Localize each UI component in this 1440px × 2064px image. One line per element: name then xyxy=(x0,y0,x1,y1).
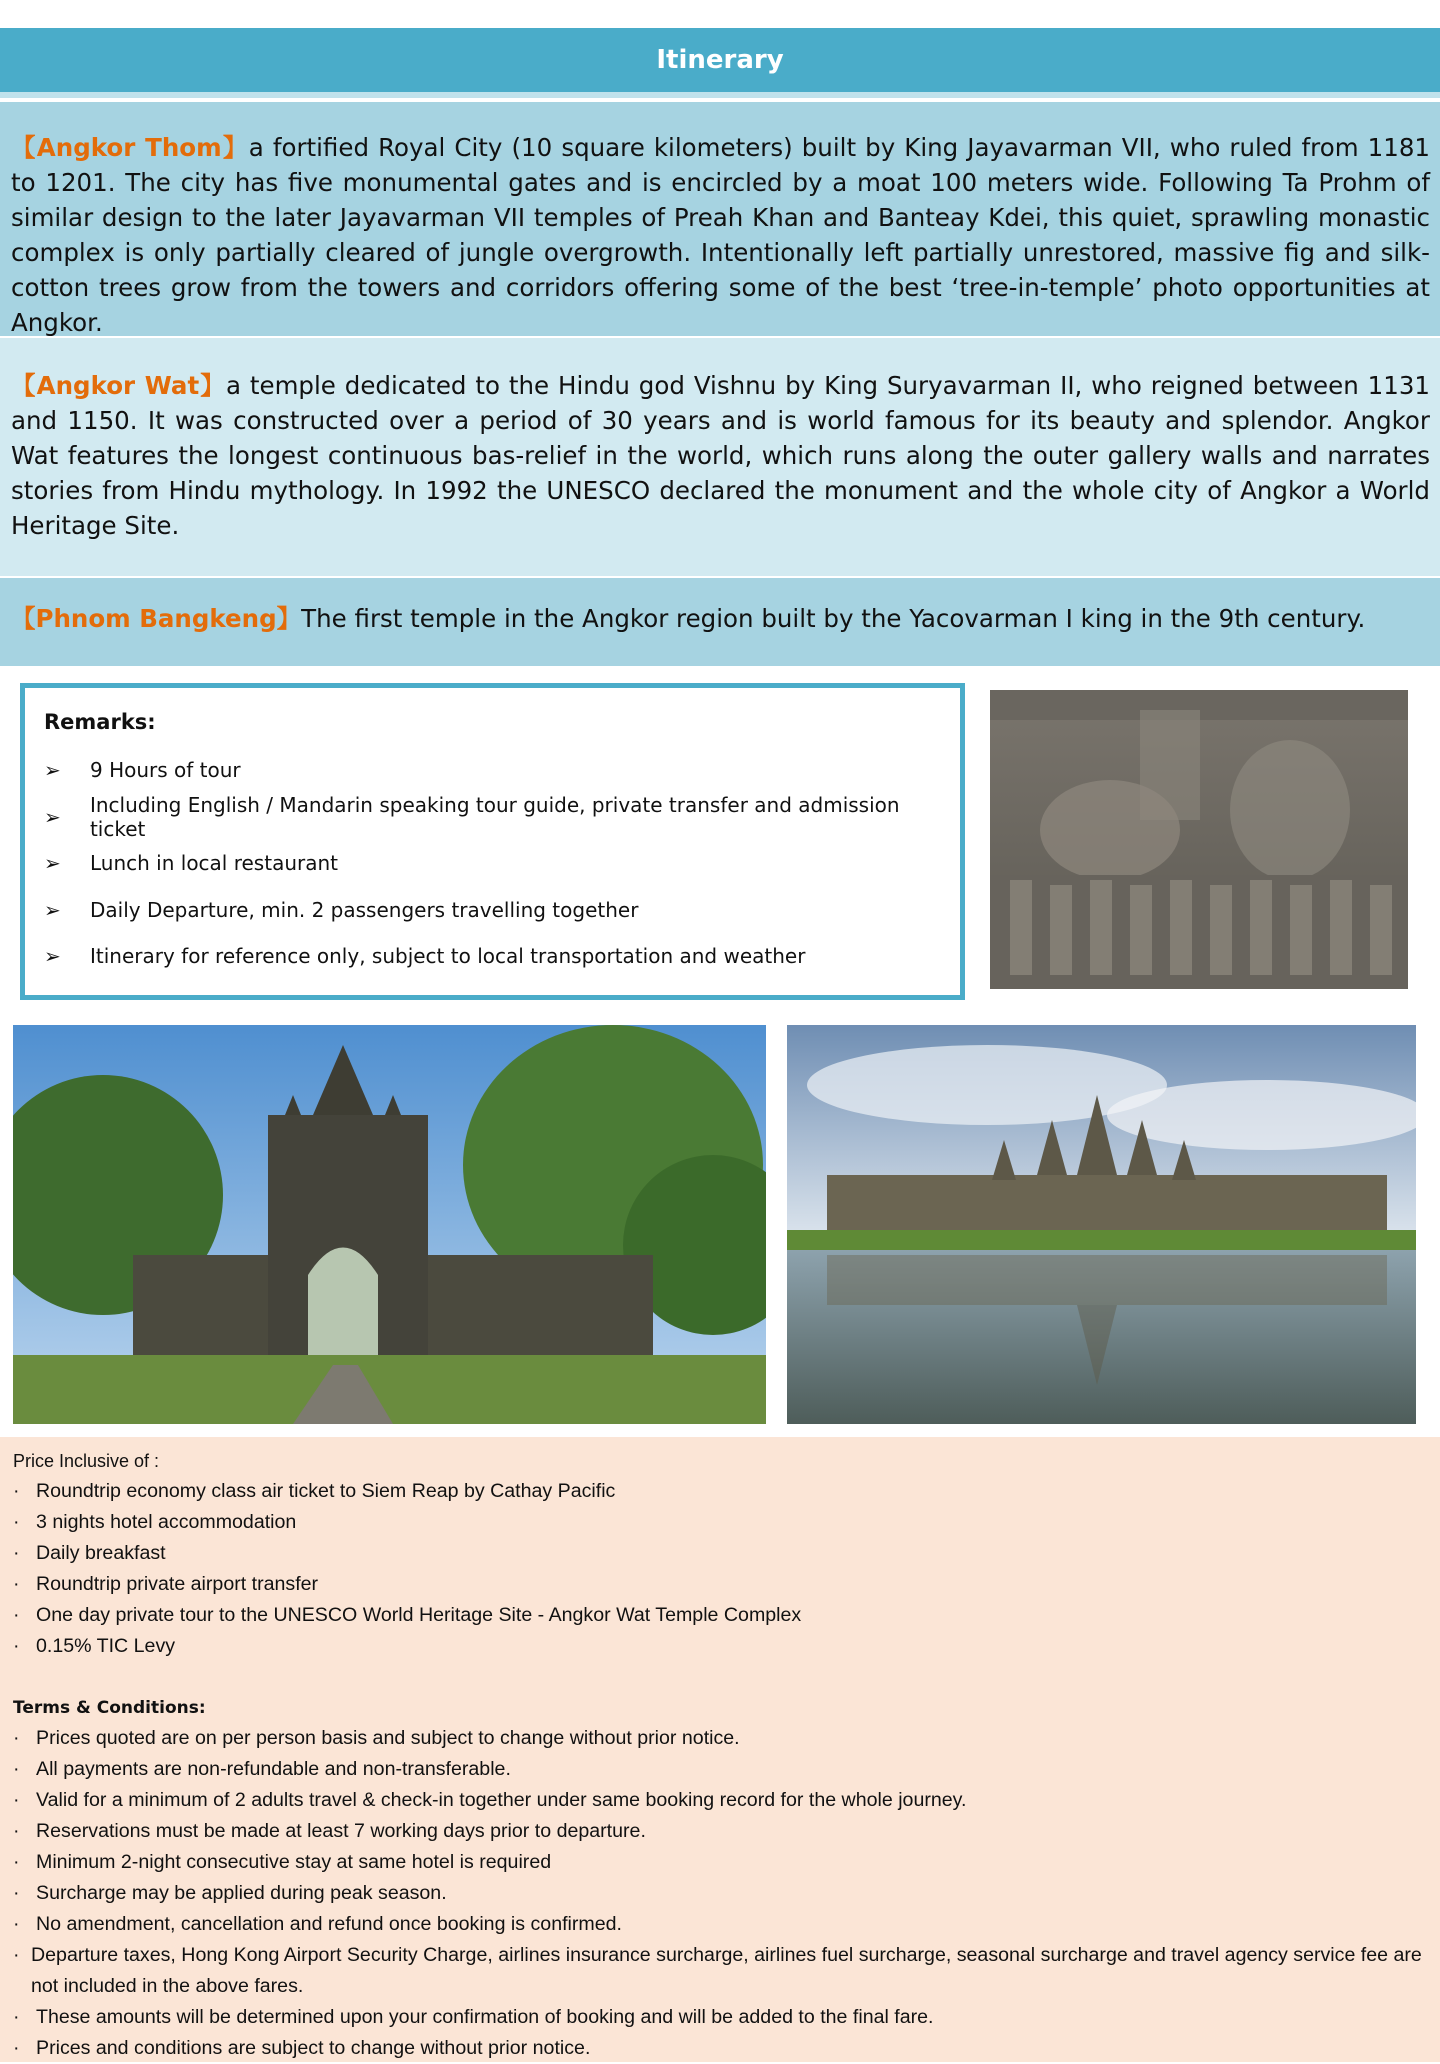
site-angkor-thom xyxy=(0,102,1440,336)
terms-item-text: Prices quoted are on per person basis and subject to change without prior notice. xyxy=(36,1727,740,1749)
remark-item xyxy=(44,887,960,934)
terms-item-text: Departure taxes, Hong Kong Airport Security Charge, airlines insurance surcharge, airlines fuel surcharge, seasonal surcharge and travel agency service fee are not included in the above fares. xyxy=(31,1944,1422,1997)
price-item xyxy=(13,1538,1440,1569)
terms-item-text: Prices and conditions are subject to change without prior notice. xyxy=(36,2037,591,2059)
price-item-text: Daily breakfast xyxy=(36,1542,166,1564)
bas-relief-photo xyxy=(990,690,1408,989)
arrow-bullet-icon: ➢ xyxy=(44,758,61,783)
terms-item-text: Reservations must be made at least 7 working days prior to departure. xyxy=(36,1820,646,1842)
angkor-wat-photo xyxy=(787,1025,1416,1424)
remark-item xyxy=(44,747,960,794)
dot-bullet-icon: · xyxy=(13,1851,20,1873)
dot-bullet-icon: · xyxy=(13,1604,20,1626)
dot-bullet-icon: · xyxy=(13,1944,20,1966)
price-item xyxy=(13,1476,1440,1507)
remark-item xyxy=(44,794,960,841)
remarks-title: Remarks: xyxy=(44,710,156,734)
itinerary-header xyxy=(0,28,1440,92)
remark-text: Including English / Mandarin speaking tour guide, private transfer and admission ticket xyxy=(89,792,900,841)
remark-text: Lunch in local restaurant xyxy=(90,851,338,876)
dot-bullet-icon: · xyxy=(13,1913,20,1935)
terms-item xyxy=(13,2002,1440,2033)
arrow-bullet-icon: ➢ xyxy=(44,804,61,829)
terms-item xyxy=(13,1754,1440,1785)
terms-heading: Terms & Conditions: xyxy=(13,1698,206,1718)
terms-item xyxy=(13,1785,1440,1816)
terms-item-text: Surcharge may be applied during peak season. xyxy=(36,1882,447,1904)
price-item-text: Roundtrip economy class air ticket to Siem Reap by Cathay Pacific xyxy=(36,1480,616,1502)
dot-bullet-icon: · xyxy=(13,2006,20,2028)
terms-item xyxy=(13,2033,1440,2064)
dot-bullet-icon: · xyxy=(13,1882,20,1904)
dot-bullet-icon: · xyxy=(13,1727,20,1749)
arrow-bullet-icon: ➢ xyxy=(44,851,61,876)
remark-text: Itinerary for reference only, subject to local transportation and weather xyxy=(90,944,806,969)
price-and-terms xyxy=(0,1437,1440,2062)
price-item-text: 3 nights hotel accommodation xyxy=(36,1511,297,1533)
dot-bullet-icon: · xyxy=(13,1758,20,1780)
dot-bullet-icon: · xyxy=(13,2037,20,2059)
terms-item xyxy=(13,1909,1440,1940)
dot-bullet-icon: · xyxy=(13,1573,20,1595)
site-phnom-bangkeng xyxy=(0,578,1440,666)
terms-item xyxy=(13,1940,1440,2002)
remark-item xyxy=(44,840,960,887)
price-item-text: 0.15% TIC Levy xyxy=(36,1635,176,1657)
angkor-thom-gate-photo xyxy=(13,1025,766,1424)
price-item xyxy=(13,1600,1440,1631)
site-name: 【Angkor Thom】 xyxy=(11,133,249,162)
remark-item xyxy=(44,933,960,980)
price-heading: Price Inclusive of : xyxy=(13,1451,160,1471)
terms-item-text: These amounts will be determined upon your confirmation of booking and will be added to the final fare. xyxy=(36,2006,934,2028)
price-item-text: One day private tour to the UNESCO World Heritage Site - Angkor Wat Temple Complex xyxy=(36,1604,802,1626)
terms-item-text: Valid for a minimum of 2 adults travel & check-in together under same booking record for the whole journey. xyxy=(36,1789,967,1811)
site-description: a fortified Royal City (10 square kilometers) built by King Jayavarman VII, who ruled from 1181 to 1201. The city has five monumental gates and is encircled by a moat 100 meters wide. Following Ta Prohm of similar design to the later Jayavarman VII temples of Preah Khan and Banteay Kdei, this quiet, sprawling monastic complex is only partially cleared of jungle overgrowth. Intentionally left partially unrestored, massive fig and silk-cotton trees grow from the towers and corridors offering some of the best ‘tree-in-temple’ photo opportunities at Angkor. xyxy=(11,133,1430,337)
header-divider xyxy=(0,92,1440,98)
terms-item xyxy=(13,1816,1440,1847)
terms-item-text: Minimum 2-night consecutive stay at same hotel is required xyxy=(36,1851,552,1873)
terms-item xyxy=(13,1847,1440,1878)
site-description: a temple dedicated to the Hindu god Vishnu by King Suryavarman II, who reigned between 1131 and 1150. It was constructed over a period of 30 years and is world famous for its beauty and splendor. Angkor Wat features the longest continuous bas-relief in the world, which runs along the outer gallery walls and narrates stories from Hindu mythology. In 1992 the UNESCO declared the monument and the whole city of Angkor a World Heritage Site. xyxy=(11,371,1430,540)
terms-item xyxy=(13,1723,1440,1754)
terms-item-text: All payments are non-refundable and non-transferable. xyxy=(36,1758,511,1780)
site-angkor-wat xyxy=(0,338,1440,576)
dot-bullet-icon: · xyxy=(13,1635,20,1657)
arrow-bullet-icon: ➢ xyxy=(44,897,61,922)
site-description: The first temple in the Angkor region built by the Yacovarman I king in the 9th century. xyxy=(301,604,1366,633)
remark-text: Daily Departure, min. 2 passengers travelling together xyxy=(90,897,639,922)
price-item-text: Roundtrip private airport transfer xyxy=(36,1573,319,1595)
price-item xyxy=(13,1507,1440,1538)
site-name: 【Phnom Bangkeng】 xyxy=(11,604,302,633)
price-item xyxy=(13,1631,1440,1662)
remarks-box xyxy=(20,683,965,1000)
dot-bullet-icon: · xyxy=(13,1542,20,1564)
remark-text: 9 Hours of tour xyxy=(90,758,241,783)
terms-item xyxy=(13,1878,1440,1909)
site-name: 【Angkor Wat】 xyxy=(11,371,226,400)
price-item xyxy=(13,1569,1440,1600)
dot-bullet-icon: · xyxy=(13,1789,20,1811)
arrow-bullet-icon: ➢ xyxy=(44,944,61,969)
terms-item-text: No amendment, cancellation and refund once booking is confirmed. xyxy=(36,1913,622,1935)
page-title: Itinerary xyxy=(656,45,784,75)
dot-bullet-icon: · xyxy=(13,1480,20,1502)
dot-bullet-icon: · xyxy=(13,1511,20,1533)
dot-bullet-icon: · xyxy=(13,1820,20,1842)
